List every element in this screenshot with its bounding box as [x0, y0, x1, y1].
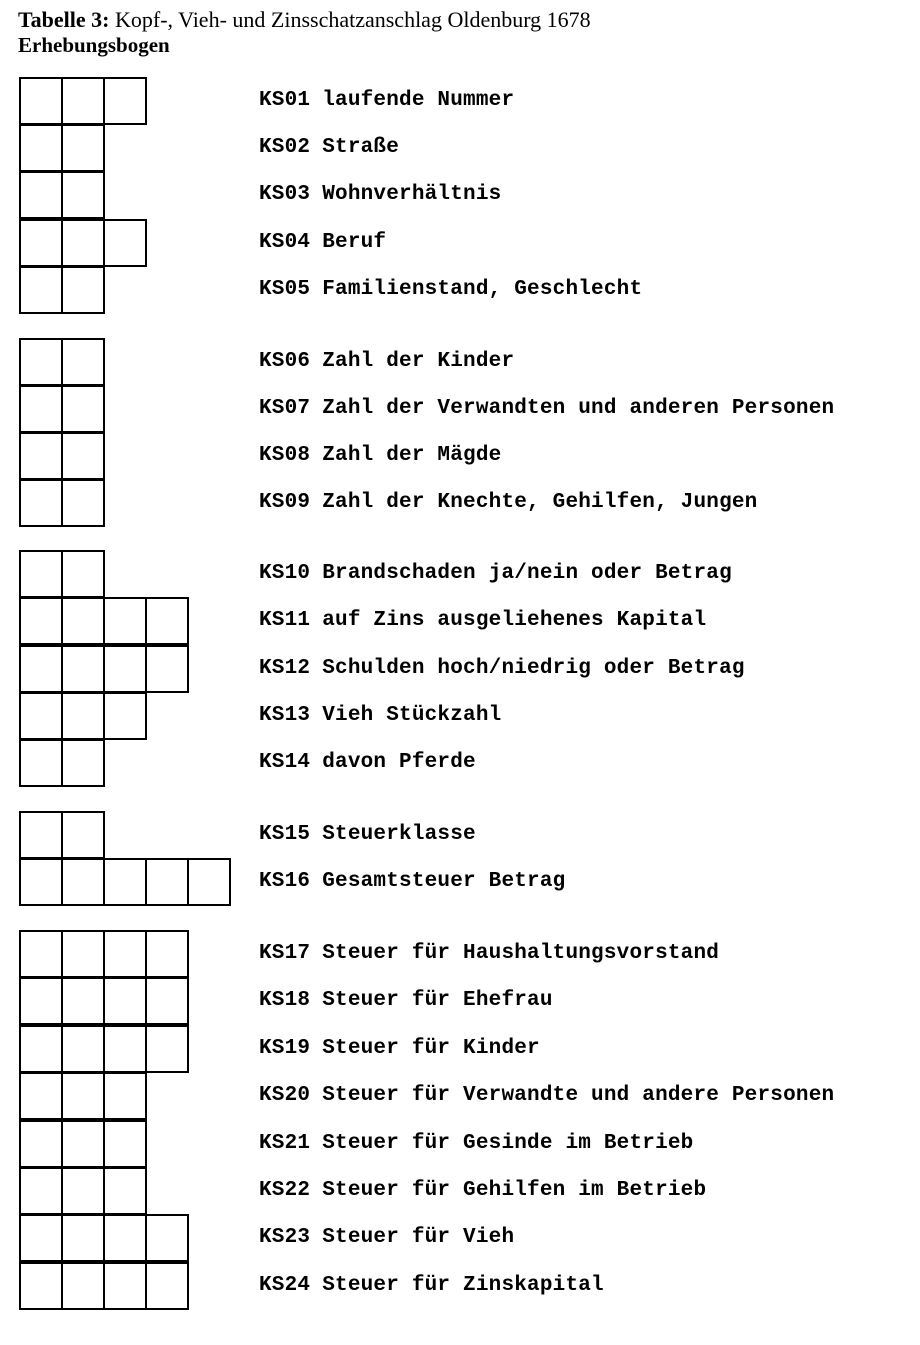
field-description: davon Pferde: [322, 751, 476, 774]
field-code: KS14: [259, 751, 311, 774]
field-description: Steuer für Gehilfen im Betrieb: [322, 1179, 707, 1202]
field-description: Steuer für Zinskapital: [322, 1274, 604, 1297]
field-description: Zahl der Knechte, Gehilfen, Jungen: [322, 491, 758, 514]
field-description: Gesamtsteuer Betrag: [322, 870, 566, 893]
field-code: KS01: [259, 89, 311, 112]
field-row-label: [259, 609, 706, 632]
field-description: Straße: [322, 136, 400, 159]
table-title-number: Tabelle 3:: [18, 7, 110, 32]
field-code: KS03: [259, 183, 311, 206]
field-code: KS16: [259, 870, 311, 893]
field-code: KS02: [259, 136, 311, 159]
field-code: KS22: [259, 1179, 311, 1202]
field-code: KS10: [259, 562, 311, 585]
field-row-label: [259, 136, 399, 159]
field-description: Vieh Stückzahl: [322, 704, 502, 727]
field-code: KS13: [259, 704, 311, 727]
field-code: KS20: [259, 1084, 311, 1107]
field-row-label: [259, 350, 514, 373]
field-description: Schulden hoch/niedrig oder Betrag: [322, 657, 745, 680]
field-row-label: [259, 231, 386, 254]
field-row-label: [259, 397, 834, 420]
field-row-label: [259, 823, 476, 846]
field-row-label: [259, 751, 476, 774]
field-code: KS17: [259, 942, 311, 965]
field-row-label: [259, 1037, 540, 1060]
field-description: auf Zins ausgeliehenes Kapital: [322, 609, 707, 632]
field-row-label: [259, 704, 501, 727]
field-description: Familienstand, Geschlecht: [322, 278, 643, 301]
form-subtitle: Erhebungsbogen: [18, 33, 170, 57]
field-row-label: [259, 942, 719, 965]
field-row-label: [259, 1274, 604, 1297]
field-code: KS05: [259, 278, 311, 301]
field-description: Zahl der Verwandten und anderen Personen: [322, 397, 835, 420]
field-code: KS11: [259, 609, 311, 632]
field-description: Zahl der Kinder: [322, 350, 515, 373]
field-code: KS24: [259, 1274, 311, 1297]
field-row-label: [259, 1226, 514, 1249]
field-code: KS15: [259, 823, 311, 846]
field-row-label: [259, 989, 553, 1012]
field-description: Steuer für Vieh: [322, 1226, 515, 1249]
field-description: Steuer für Verwandte und andere Personen: [322, 1084, 835, 1107]
field-description: Wohnverhältnis: [322, 183, 502, 206]
field-code: KS18: [259, 989, 311, 1012]
field-description: Steuer für Kinder: [322, 1037, 540, 1060]
field-code: KS19: [259, 1037, 311, 1060]
table-title-text: Kopf-, Vieh- und Zinsschatzanschlag Oldenburg 1678: [109, 7, 591, 32]
field-row-label: [259, 870, 565, 893]
field-row-label: [259, 1084, 834, 1107]
field-code: KS23: [259, 1226, 311, 1249]
field-description: Steuer für Gesinde im Betrieb: [322, 1132, 694, 1155]
field-row-label: [259, 657, 745, 680]
field-code: KS07: [259, 397, 311, 420]
field-description: Zahl der Mägde: [322, 444, 502, 467]
field-row-label: [259, 89, 514, 112]
field-row-label: [259, 1179, 706, 1202]
field-code: KS21: [259, 1132, 311, 1155]
field-code: KS08: [259, 444, 311, 467]
field-code: KS06: [259, 350, 311, 373]
field-row-label: [259, 562, 732, 585]
field-description: Beruf: [322, 231, 387, 254]
field-description: Steuerklasse: [322, 823, 476, 846]
field-row-label: [259, 491, 758, 514]
field-description: Steuer für Ehefrau: [322, 989, 553, 1012]
field-row-label: [259, 183, 501, 206]
field-code: KS12: [259, 657, 311, 680]
field-description: Brandschaden ja/nein oder Betrag: [322, 562, 732, 585]
field-description: laufende Nummer: [322, 89, 515, 112]
field-code: KS09: [259, 491, 311, 514]
field-description: Steuer für Haushaltungsvorstand: [322, 942, 720, 965]
field-row-label: [259, 444, 501, 467]
field-row-label: [259, 278, 642, 301]
field-code: KS04: [259, 231, 311, 254]
field-row-label: [259, 1132, 693, 1155]
